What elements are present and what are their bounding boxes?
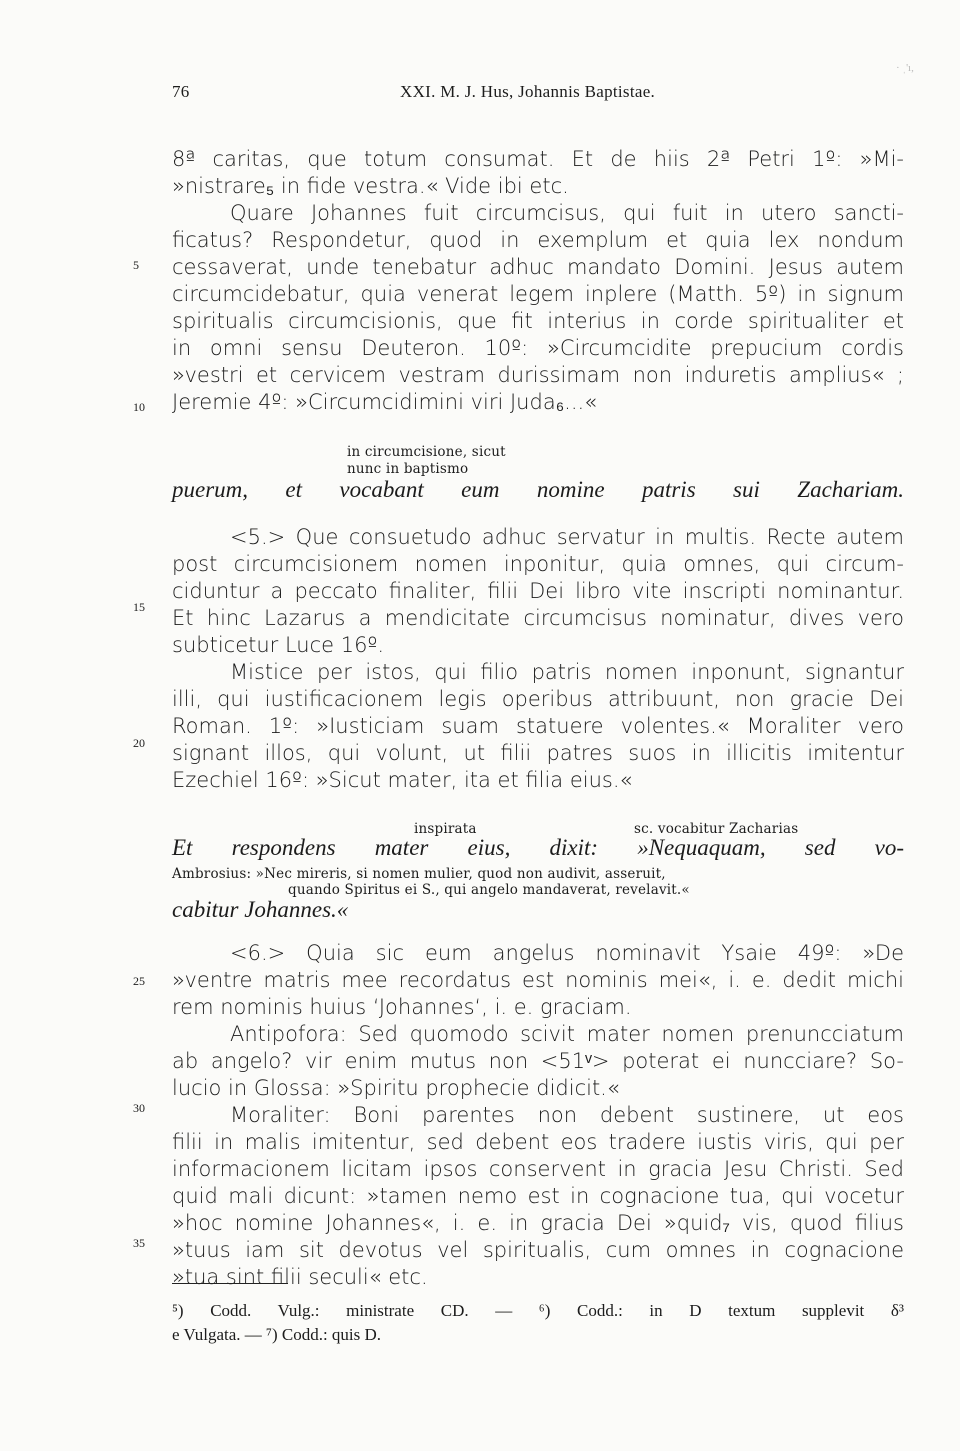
page-number: 76: [172, 82, 190, 101]
interlinear-gloss: sc. vocabitur Zacharias: [634, 821, 799, 837]
text-line: quid mali dicunt: »tamen nemo est in cognacione tua, qui vocetur: [172, 1184, 904, 1208]
text-line: in omni sensu Deuteron. 10º: »Circumcidite prepucium cordis: [172, 336, 904, 360]
text-line: spiritualis circumcisionis, que fit interius in corde spiritualiter et: [172, 309, 904, 333]
gospel-lemma: puerum, et vocabant eum nomine patris sui Zachariam.: [172, 477, 904, 502]
footnote-rule: [172, 1283, 288, 1284]
text-line: Et hinc Lazarus a mendicitate circumcisus nominatur, dives vero: [172, 606, 904, 630]
line-number: 15: [133, 600, 145, 614]
text-line: Quare Johannes fuit circumcisus, qui fuit in utero sancti-: [230, 201, 904, 225]
text-line: Mistice per istos, qui filio patris nomen inponunt, signantur: [230, 660, 904, 684]
running-title: XXI. M. J. Hus, Johannis Baptistae.: [400, 82, 656, 101]
text-line: signant illos, qui volunt, ut filii patres suos in illicitis imitentur: [172, 741, 904, 765]
text-line: subticetur Luce 16º.: [172, 633, 385, 657]
line-number: 20: [133, 736, 145, 750]
text-line: <6.> Quia sic eum angelus nominavit Ysaie 49º: »De: [230, 941, 904, 965]
text-line: informacionem licitam ipsos conservent in gracia Jesu Christi. Sed: [172, 1157, 904, 1181]
text-line: ficatus? Respondetur, quod in exemplum et quia lex nondum: [172, 228, 904, 252]
text-line: »hoc nomine Johannes«, i. e. in gracia Dei »quid₇ vis, quod filius: [172, 1211, 904, 1235]
text-line: ciduntur a peccato finaliter, filii Dei libro vite inscripti nominantur.: [172, 579, 904, 603]
line-number: 25: [133, 974, 145, 988]
text-line: »vestri et cervicem vestram durissimam non induretis amplius« ;: [172, 363, 904, 387]
scan-speck-decoration: · ˌ'ı,: [896, 62, 914, 74]
interlinear-gloss: nunc in baptismo: [347, 461, 469, 477]
footnote-line: ⁵) Codd. Vulg.: ministrate CD. — ⁶) Codd.: in D textum supplevit δ³: [172, 1301, 904, 1320]
text-line: rem nominis huius ‘Johannes‘, i. e. graciam.: [172, 995, 632, 1019]
ambrose-gloss: quando Spiritus ei S., qui angelo mandaverat, revelavit.«: [288, 882, 690, 898]
text-line: Ezechiel 16º: »Sicut mater, ita et filia eius.«: [172, 768, 633, 792]
line-number: 35: [133, 1236, 145, 1250]
text-line: post circumcisionem nomen inponitur, quia omnes, qui circum-: [172, 552, 904, 576]
interlinear-gloss: in circumcisione, sicut: [347, 444, 506, 460]
text-line: »nistrare₅ in fide vestra.« Vide ibi etc.: [172, 174, 569, 198]
ambrose-gloss: Ambrosius: »Nec mireris, si nomen mulier, quod non audivit, asseruit,: [172, 866, 666, 882]
footnote-line: e Vulgata. — ⁷) Codd.: quis D.: [172, 1325, 382, 1344]
line-number: 30: [133, 1101, 145, 1115]
text-line: Antipofora: Sed quomodo scivit mater nomen prenuncciatum: [230, 1022, 904, 1046]
text-line: illi, qui iustificacionem legis operibus attribuunt, non gracie Dei: [172, 687, 904, 711]
text-line: <5.> Que consuetudo adhuc servatur in multis. Recte autem: [230, 525, 904, 549]
interlinear-gloss: inspirata: [414, 821, 477, 837]
text-line: cessaverat, unde tenebatur adhuc mandato Domini. Jesus autem: [172, 255, 904, 279]
gospel-lemma: Et respondens mater eius, dixit: »Nequaquam, sed vo-: [172, 835, 904, 860]
text-line: filii in malis imitentur, sed debent eos tradere iustis viris, qui per: [172, 1130, 904, 1154]
text-line: ab angelo? vir enim mutus non <51ᵛ> poterat ei nuncciare? So-: [172, 1049, 904, 1073]
text-line: »tua sint filii seculi« etc.: [172, 1265, 428, 1289]
text-line: Roman. 1º: »Iusticiam suam statuere volentes.« Moraliter vero: [172, 714, 904, 738]
text-line: lucio in Glossa: »Spiritu prophecie didicit.«: [172, 1076, 620, 1100]
line-number: 10: [133, 400, 145, 414]
text-line: Jeremie 4º: »Circumcidimini viri Juda₆...«: [172, 390, 598, 414]
text-line: Moraliter: Boni parentes non debent sustinere, ut eos: [230, 1103, 904, 1127]
text-line: »ventre matris mee recordatus est nominis mei«, i. e. dedit michi: [172, 968, 904, 992]
text-line: 8ª caritas, que totum consumat. Et de hiis 2ª Petri 1º: »Mi-: [172, 147, 904, 171]
text-line: circumcidebatur, quia venerat legem inplere (Matth. 5º) in signum: [172, 282, 904, 306]
text-line: »tuus iam sit devotus vel spiritualis, cum omnes in cognacione: [172, 1238, 904, 1262]
line-number: 5: [133, 258, 139, 272]
gospel-lemma: cabitur Johannes.«: [172, 897, 349, 922]
